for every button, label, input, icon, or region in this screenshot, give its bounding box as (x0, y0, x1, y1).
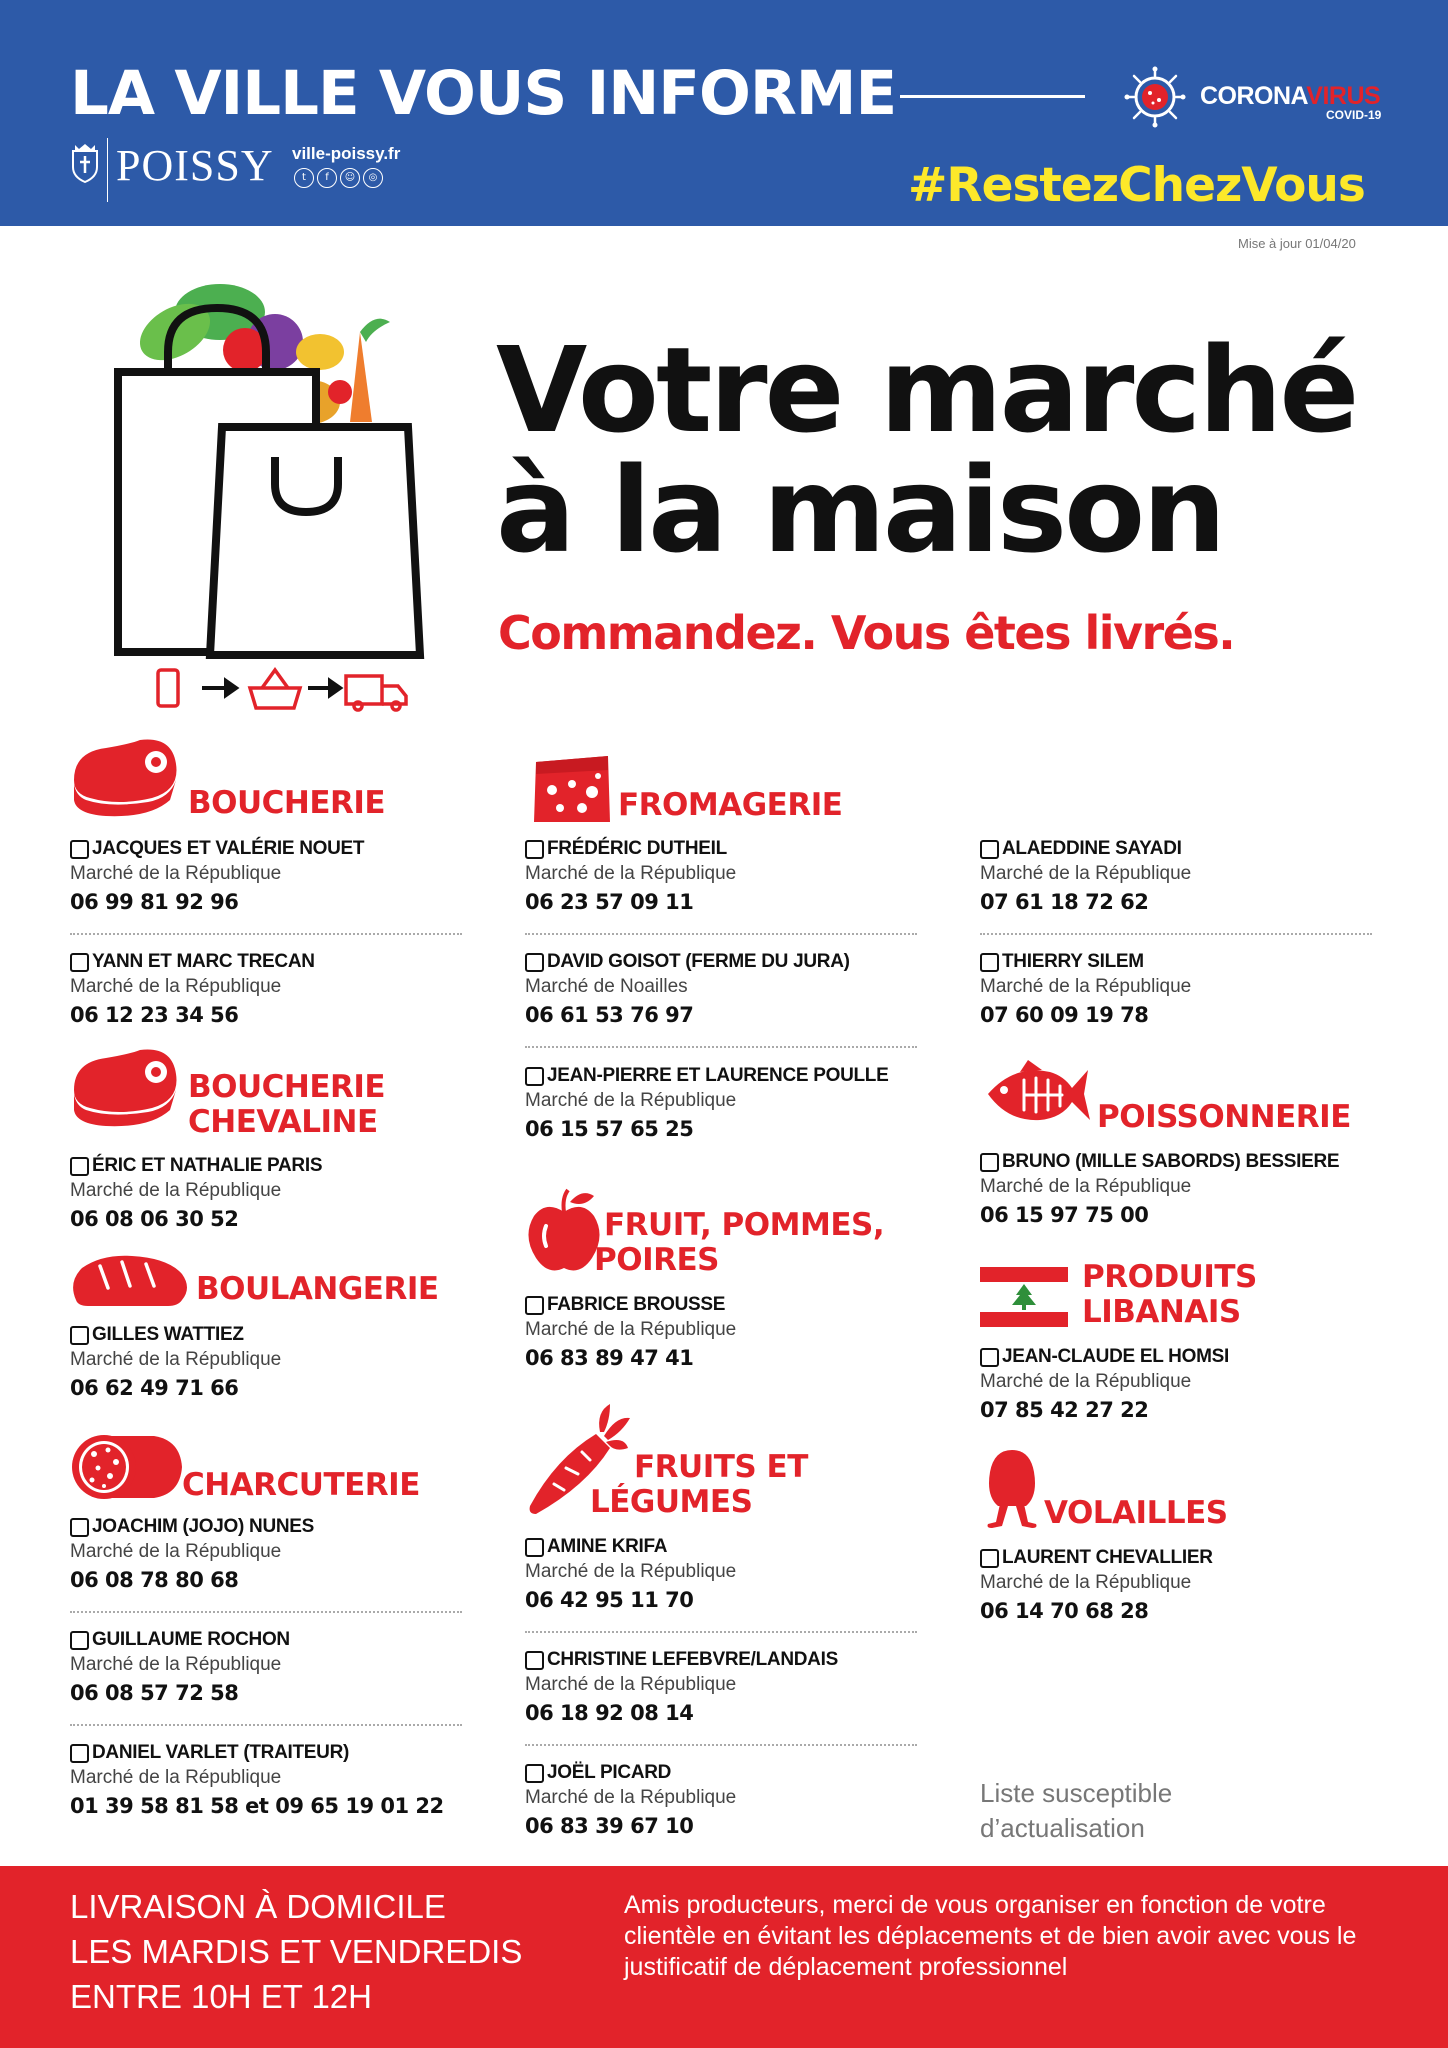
vendor-name: JACQUES ET VALÉRIE NOUET (92, 838, 365, 859)
hero-title-line-1: Votre marché (496, 321, 1357, 459)
vendor-phone[interactable]: 06 18 92 08 14 (525, 1701, 694, 1725)
vendor-card (70, 950, 465, 1030)
vendor-checkbox[interactable] (70, 1157, 89, 1176)
category-title-fruit-pommes-poires (594, 1207, 885, 1278)
lebanon-flag-icon (980, 1267, 1068, 1327)
delivery-schedule (70, 1884, 522, 2019)
vendor-market: Marché de la République (980, 976, 1192, 997)
hero-title (496, 321, 1357, 579)
vendor-checkbox[interactable] (525, 953, 544, 972)
vendor-market: Marché de la République (70, 1767, 282, 1788)
vendor-name: CHRISTINE LEFEBVRE/LANDAIS (547, 1649, 838, 1670)
vendor-market: Marché de la République (525, 1090, 737, 1111)
bread-icon (68, 1252, 190, 1308)
vendor-market: Marché de la République (525, 1319, 737, 1340)
vendor-checkbox[interactable] (70, 840, 89, 859)
category-title-line: BOUCHERIE (188, 1069, 386, 1105)
hero-subtitle: Commandez. Vous êtes livrés. (498, 606, 1235, 660)
vendor-checkbox[interactable] (70, 1744, 89, 1763)
vendor-checkbox[interactable] (525, 1067, 544, 1086)
virus-word: VIRUS (1306, 82, 1381, 110)
vendor-checkbox[interactable] (980, 840, 999, 859)
vendor-name: DANIEL VARLET (TRAITEUR) (92, 1742, 350, 1763)
vendor-card (70, 1741, 465, 1821)
vendor-market: Marché de la République (980, 1371, 1192, 1392)
city-crest-icon (70, 143, 100, 183)
corona-word: CORONA (1200, 82, 1307, 110)
category-title-fromagerie: FROMAGERIE (618, 787, 843, 823)
vendor-card (70, 837, 465, 935)
vendor-checkbox[interactable] (980, 1549, 999, 1568)
vendor-checkbox[interactable] (980, 1348, 999, 1367)
vendor-checkbox[interactable] (525, 1538, 544, 1557)
vendor-name: JEAN-CLAUDE EL HOMSI (1002, 1346, 1229, 1367)
header-banner (0, 0, 1448, 226)
vendor-phone[interactable]: 06 61 53 76 97 (525, 1003, 694, 1027)
hashtag: #RestezChezVous (908, 158, 1365, 213)
vendor-name: DAVID GOISOT (FERME DU JURA) (547, 951, 850, 972)
vendor-market: Marché de la République (980, 1176, 1192, 1197)
vendor-phone[interactable]: 06 99 81 92 96 (70, 890, 239, 914)
category-title-fruits-legumes (590, 1450, 808, 1520)
vendor-name: ALAEDDINE SAYADI (1002, 838, 1182, 859)
vendor-phone[interactable]: 06 83 39 67 10 (525, 1814, 694, 1838)
vendor-card (70, 1628, 465, 1726)
category-title-produits-libanais (1082, 1260, 1257, 1330)
header-divider (900, 95, 1085, 98)
vendor-market: Marché de la République (70, 1654, 282, 1675)
category-title-line: POIRES (594, 1242, 719, 1278)
vendor-phone[interactable]: 07 61 18 72 62 (980, 890, 1149, 914)
vendor-phone[interactable]: 06 14 70 68 28 (980, 1599, 1149, 1623)
category-title-boucherie-chevaline (188, 1070, 385, 1140)
horse-meat-icon (70, 1046, 182, 1130)
city-name: POISSY (116, 141, 274, 190)
snapchat-icon[interactable]: ☺ (340, 168, 360, 188)
delivery-line: ENTRE 10H ET 12H (70, 1978, 372, 2015)
vendor-phone[interactable]: 06 08 57 72 58 (70, 1681, 239, 1705)
dotted-separator (70, 1724, 462, 1726)
vendor-card (980, 837, 1375, 935)
vendor-name: GILLES WATTIEZ (92, 1324, 244, 1345)
list-note-line: d’actualisation (980, 1813, 1145, 1843)
dotted-separator (525, 933, 917, 935)
dotted-separator (70, 1611, 462, 1613)
vendor-market: Marché de la République (70, 1349, 282, 1370)
fish-icon (984, 1058, 1092, 1128)
vendor-checkbox[interactable] (525, 840, 544, 859)
coronavirus-icon (1124, 66, 1186, 128)
vendor-card (525, 837, 920, 935)
category-title-poissonnerie: POISSONNERIE (1097, 1099, 1351, 1135)
vendor-phone[interactable]: 07 60 09 19 78 (980, 1003, 1149, 1027)
dotted-separator (980, 933, 1372, 935)
vendor-phone[interactable]: 06 62 49 71 66 (70, 1376, 239, 1400)
vendor-name: LAURENT CHEVALLIER (1002, 1547, 1213, 1568)
list-update-note (980, 1776, 1172, 1846)
social-links (294, 168, 383, 188)
coronavirus-label (1200, 82, 1380, 111)
vendor-checkbox[interactable] (525, 1651, 544, 1670)
vendor-checkbox[interactable] (980, 1153, 999, 1172)
vendor-card (980, 950, 1375, 1030)
category-title-volailles: VOLAILLES (1044, 1495, 1228, 1531)
update-date: Mise à jour 01/04/20 (1238, 236, 1356, 251)
delivery-line: LES MARDIS ET VENDREDIS (70, 1933, 523, 1970)
vendor-card (525, 1648, 920, 1746)
vendor-market: Marché de la République (525, 1674, 737, 1695)
vendor-market: Marché de la République (980, 1572, 1192, 1593)
vendor-phone[interactable]: 06 83 89 47 41 (525, 1346, 694, 1370)
instagram-icon[interactable]: ◎ (363, 168, 383, 188)
header-title: LA VILLE VOUS INFORME (70, 58, 897, 129)
vendor-name: JOËL PICARD (547, 1762, 672, 1783)
vendor-phone[interactable]: 01 39 58 81 58 et 09 65 19 01 22 (70, 1794, 444, 1818)
category-title-boucherie: BOUCHERIE (188, 785, 386, 821)
category-title-line: CHEVALINE (188, 1104, 378, 1140)
vendor-name: JOACHIM (JOJO) NUNES (92, 1516, 315, 1537)
vendor-card (525, 1761, 920, 1841)
vendor-card (980, 1150, 1375, 1230)
vendor-name: AMINE KRIFA (547, 1536, 668, 1557)
twitter-icon[interactable]: t (294, 168, 314, 188)
vendor-checkbox[interactable] (980, 953, 999, 972)
vendor-market: Marché de Noailles (525, 976, 688, 997)
hero-title-line-2: à la maison (496, 441, 1224, 579)
vendor-checkbox[interactable] (525, 1296, 544, 1315)
vendor-name: YANN ET MARC TRECAN (92, 951, 315, 972)
vendor-card (70, 1515, 465, 1613)
category-title-line: LIBANAIS (1082, 1294, 1241, 1330)
category-title-line: FRUIT, POMMES, (604, 1207, 885, 1243)
vendor-name: FABRICE BROUSSE (547, 1294, 726, 1315)
vendor-phone[interactable]: 06 08 06 30 52 (70, 1207, 239, 1231)
delivery-line: LIVRAISON À DOMICILE (70, 1888, 446, 1925)
vendor-name: BRUNO (MILLE SABORDS) BESSIERE (1002, 1151, 1340, 1172)
dotted-separator (525, 1631, 917, 1633)
vendor-phone[interactable]: 06 12 23 34 56 (70, 1003, 239, 1027)
dotted-separator (525, 1046, 917, 1048)
dotted-separator (70, 933, 462, 935)
vendor-market: Marché de la République (980, 863, 1192, 884)
poultry-icon (984, 1446, 1040, 1530)
vendor-card (525, 1064, 920, 1144)
vendor-name: GUILLAUME ROCHON (92, 1629, 290, 1650)
footer-banner (0, 1866, 1448, 2048)
list-note-line: Liste susceptible (980, 1778, 1173, 1808)
vendor-phone[interactable]: 06 15 97 75 00 (980, 1203, 1149, 1227)
vendor-market: Marché de la République (525, 1787, 737, 1808)
vendor-checkbox[interactable] (70, 1631, 89, 1650)
vendor-market: Marché de la République (70, 863, 282, 884)
vendor-card (70, 1154, 465, 1234)
category-title-charcuterie: CHARCUTERIE (182, 1467, 420, 1503)
vendor-phone[interactable]: 06 08 78 80 68 (70, 1568, 239, 1592)
vendor-card (525, 1293, 920, 1373)
steak-icon (70, 736, 182, 820)
vendor-name: FRÉDÉRIC DUTHEIL (547, 838, 727, 859)
vendor-phone[interactable]: 06 23 57 09 11 (525, 890, 694, 914)
vendor-card (525, 950, 920, 1048)
facebook-icon[interactable]: f (317, 168, 337, 188)
vendor-card (980, 1546, 1375, 1626)
shopping-bags-illustration (110, 272, 450, 712)
logo-divider (107, 138, 108, 202)
vendor-phone[interactable]: 07 85 42 27 22 (980, 1398, 1149, 1422)
vendor-card (980, 1345, 1375, 1425)
vendor-card (70, 1323, 465, 1403)
vendor-market: Marché de la République (525, 863, 737, 884)
category-title-line: FRUITS ET (634, 1449, 808, 1485)
vendor-checkbox[interactable] (525, 1764, 544, 1783)
vendor-checkbox[interactable] (70, 1518, 89, 1537)
category-title-line: LÉGUMES (590, 1484, 753, 1520)
vendor-name: JEAN-PIERRE ET LAURENCE POULLE (547, 1065, 889, 1086)
sausage-icon (68, 1432, 184, 1502)
dotted-separator (525, 1744, 917, 1746)
apple-icon (526, 1186, 602, 1276)
vendor-card (525, 1535, 920, 1633)
vendor-market: Marché de la République (70, 976, 282, 997)
category-title-boulangerie: BOULANGERIE (196, 1271, 439, 1307)
cheese-icon (530, 752, 614, 824)
website-link[interactable]: ville-poissy.fr (292, 144, 401, 163)
vendor-name: ÉRIC ET NATHALIE PARIS (92, 1155, 323, 1176)
vendor-checkbox[interactable] (70, 953, 89, 972)
vendor-checkbox[interactable] (70, 1326, 89, 1345)
vendor-market: Marché de la République (70, 1180, 282, 1201)
category-title-line: PRODUITS (1082, 1259, 1257, 1295)
covid-label: COVID-19 (1326, 108, 1382, 122)
vendor-name: THIERRY SILEM (1002, 951, 1144, 972)
producer-notice: Amis producteurs, merci de vous organiser en fonction de votre clientèle en évitant les déplacements et de bien avoir avec vous le justificatif de déplacement professionnel (624, 1891, 1357, 1981)
vendor-phone[interactable]: 06 42 95 11 70 (525, 1588, 694, 1612)
vendor-market: Marché de la République (70, 1541, 282, 1562)
vendor-phone[interactable]: 06 15 57 65 25 (525, 1117, 694, 1141)
vendor-market: Marché de la République (525, 1561, 737, 1582)
